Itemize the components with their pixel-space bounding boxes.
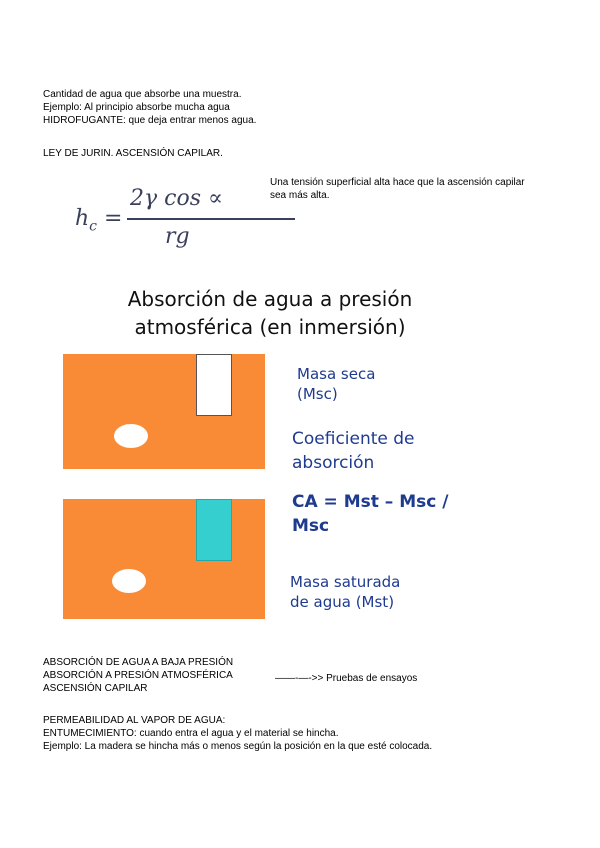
formula-fraction-bar — [127, 218, 295, 220]
slide-title-line1: Absorción de agua a presión — [127, 287, 413, 311]
saturated-sample-hole — [112, 569, 146, 593]
masa-seca-line2: (Msc) — [297, 385, 338, 403]
coeficiente-label — [292, 427, 415, 475]
coeficiente-line1: Coeficiente de — [292, 429, 415, 449]
intro-line-hidrofugante: HIDROFUGANTE: que deja entrar menos agua. — [43, 115, 257, 126]
madera-example-line: Ejemplo: La madera se hincha más o menos según la posición en la que esté colocada. — [43, 741, 433, 752]
formula-h: h — [75, 206, 90, 231]
masa-seca-label — [297, 364, 375, 404]
formula-numerator: 2γ cos ∝ — [130, 186, 223, 211]
saturated-sample-slot — [196, 499, 232, 561]
masa-saturada-label — [290, 572, 400, 612]
formula-subscript: c — [89, 218, 98, 235]
absorcion-list — [43, 656, 233, 695]
dry-sample-block — [63, 354, 265, 469]
ascension-capilar: ASCENSIÓN CAPILAR — [43, 683, 148, 694]
permeability-paragraph — [43, 714, 432, 753]
intro-paragraph — [43, 88, 256, 127]
saturated-sample-block — [63, 499, 265, 619]
formula-denominator: rg — [165, 224, 190, 249]
ca-formula-line2: Msc — [292, 516, 330, 536]
intro-line-example: Ejemplo: Al principio absorbe mucha agua — [43, 102, 230, 113]
dry-sample-hole — [114, 424, 148, 448]
formula-equals: = — [97, 206, 123, 231]
absorcion-presion-atmosferica: ABSORCIÓN A PRESIÓN ATMOSFÉRICA — [43, 670, 233, 681]
coeficiente-line2: absorción — [292, 453, 375, 473]
ca-formula-line1: CA = Mst – Msc / — [292, 492, 449, 512]
masa-saturada-line2: de agua (Mst) — [290, 593, 395, 611]
permeability-heading: PERMEABILIDAD AL VAPOR DE AGUA: — [43, 715, 226, 726]
entumecimiento-line: ENTUMECIMIENTO: cuando entra el agua y el material se hincha. — [43, 728, 339, 739]
pruebas-ensayos-arrow: ——-—->> Pruebas de ensayos — [275, 673, 418, 684]
slide-title — [0, 285, 540, 341]
masa-saturada-line1: Masa saturada — [290, 573, 401, 591]
intro-line-definition: Cantidad de agua que absorbe una muestra. — [43, 89, 242, 100]
ca-formula — [292, 490, 448, 538]
masa-seca-line1: Masa seca — [297, 365, 376, 383]
absorcion-baja-presion: ABSORCIÓN DE AGUA A BAJA PRESIÓN — [43, 657, 234, 668]
surface-tension-note: Una tensión superficial alta hace que la ascensión capilar sea más alta. — [270, 177, 525, 201]
jurin-heading: LEY DE JURIN. ASCENSIÓN CAPILAR. — [43, 148, 223, 159]
slide-title-line2: atmosférica (en inmersión) — [134, 315, 406, 339]
formula-lhs — [75, 206, 122, 234]
dry-sample-slot — [196, 354, 232, 416]
